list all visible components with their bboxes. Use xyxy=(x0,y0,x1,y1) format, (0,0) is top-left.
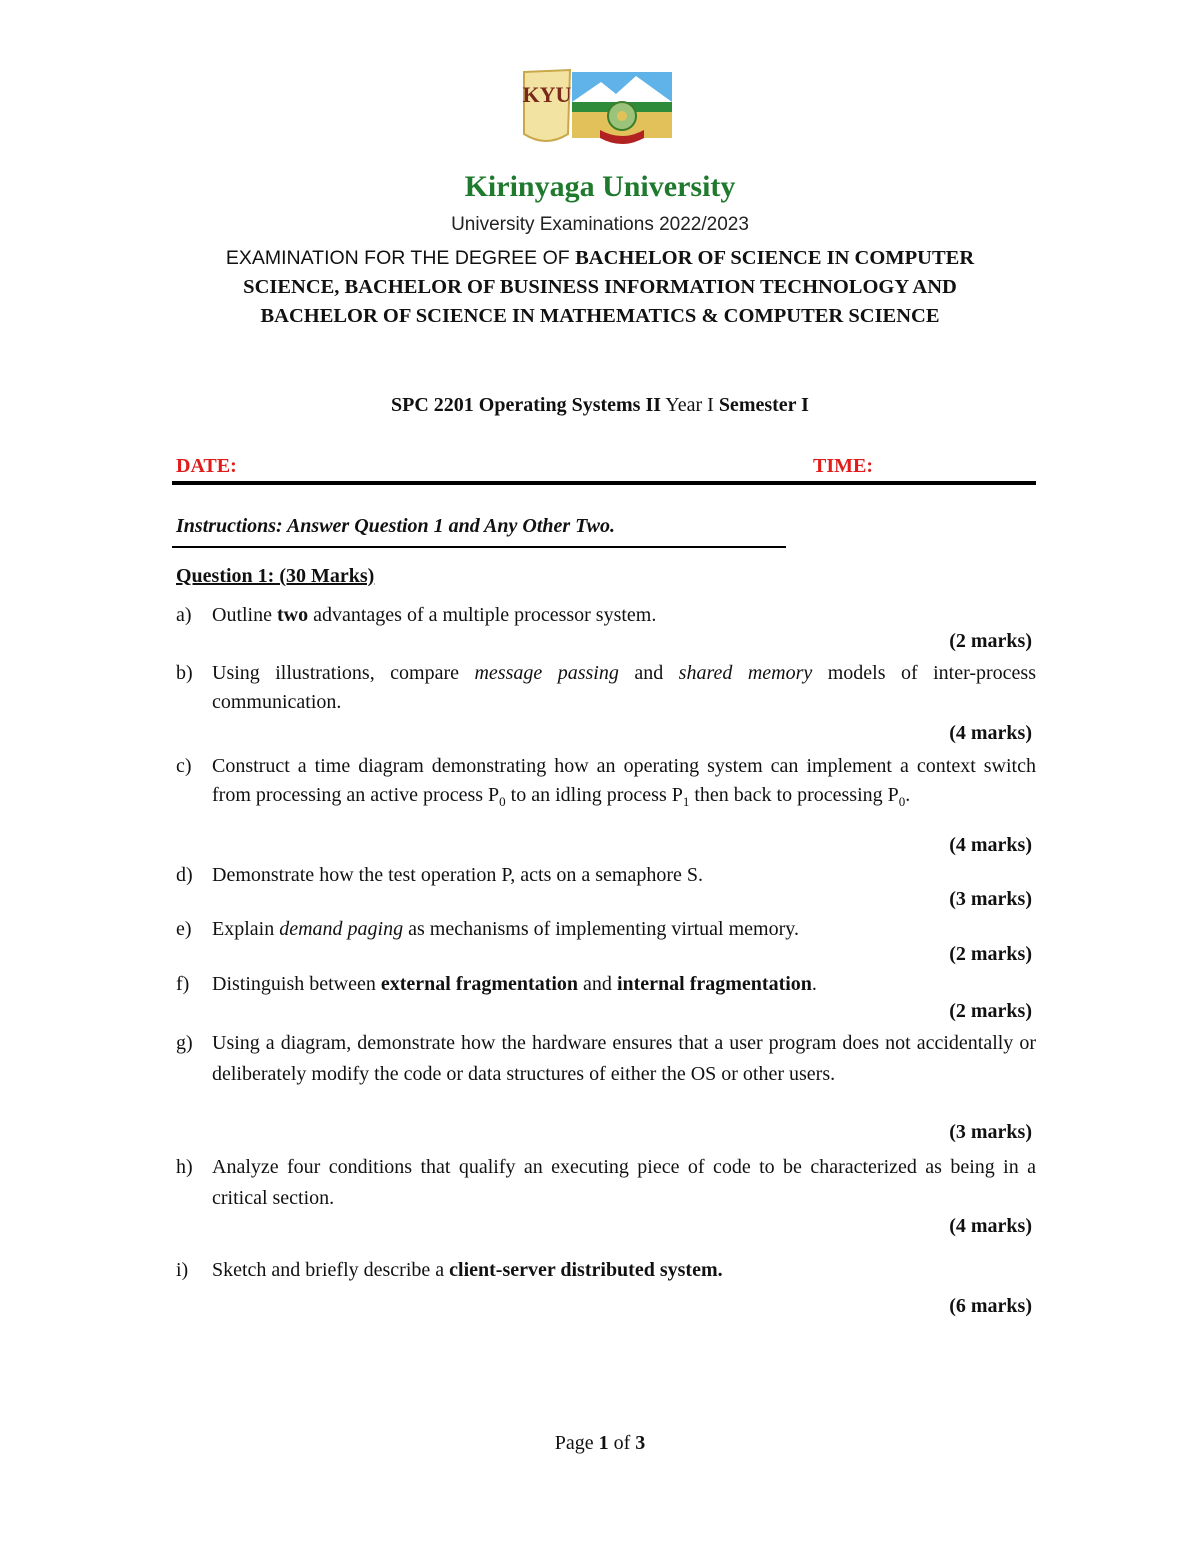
marks: (3 marks) xyxy=(949,888,1032,910)
marks: (2 marks) xyxy=(949,943,1032,965)
course-title xyxy=(0,394,1200,417)
question-label: e) xyxy=(176,918,192,940)
question-text: Distinguish between external fragmentation and internal fragmentation. xyxy=(212,973,817,995)
question-text: Sketch and briefly describe a client-server distributed system. xyxy=(212,1259,723,1281)
instructions: Instructions: Answer Question 1 and Any Other Two. xyxy=(176,515,615,537)
question-label: d) xyxy=(176,864,193,886)
question-label: h) xyxy=(176,1156,193,1178)
marks: (2 marks) xyxy=(949,630,1032,652)
degree-programmes: BACHELOR OF SCIENCE IN COMPUTER SCIENCE, BACHELOR OF BUSINESS INFORMATION TECHNOLOGY AND BACHELOR OF SCIENCE IN MATHEMATICS & COMPUTER SCIENCE xyxy=(243,247,975,327)
question-label: g) xyxy=(176,1032,193,1054)
question-text: Construct a time diagram demonstrating how an operating system can implement a context switch from processing an active process $P_0$ to an idling process $P_1$ then back to processing $P_0$. xyxy=(212,755,1036,809)
time-label: TIME: xyxy=(813,455,873,477)
instructions-underline xyxy=(172,546,786,548)
degree-prefix: EXAMINATION FOR THE DEGREE OF xyxy=(225,247,576,269)
question-label: f) xyxy=(176,973,190,995)
degree-title xyxy=(200,244,1000,331)
question-text: Outline two advantages of a multiple processor system. xyxy=(212,604,657,626)
marks: (2 marks) xyxy=(949,1000,1032,1022)
question-label: i) xyxy=(176,1259,189,1281)
marks: (4 marks) xyxy=(949,834,1032,856)
question-text: Using illustrations, compare message passing and shared memory models of inter-process communication. xyxy=(212,662,1036,713)
course-code-title: SPC 2201 Operating Systems II xyxy=(391,394,662,416)
marks: (3 marks) xyxy=(949,1121,1032,1143)
university-logo xyxy=(516,68,682,158)
question-label: b) xyxy=(176,662,193,684)
question-text: Explain demand paging as mechanisms of implementing virtual memory. xyxy=(212,918,799,940)
exam-session: University Examinations 2022/2023 xyxy=(451,214,749,235)
divider-line xyxy=(172,481,1036,485)
university-name: Kirinyaga University xyxy=(464,170,736,203)
course-year: Year I xyxy=(661,394,719,416)
marks: (6 marks) xyxy=(949,1295,1032,1317)
question-label: c) xyxy=(176,755,192,777)
question-label: a) xyxy=(176,604,192,626)
question-text: Demonstrate how the test operation P, acts on a semaphore S. xyxy=(212,864,703,886)
date-label: DATE: xyxy=(176,455,237,477)
course-semester: Semester I xyxy=(718,394,809,416)
question-text: Analyze four conditions that qualify an executing piece of code to be characterized as being in a critical section. xyxy=(212,1156,1036,1209)
question-text: Using a diagram, demonstrate how the hardware ensures that a user program does not accidentally or deliberately modify the code or data structures of either the OS or other users. xyxy=(212,1032,1036,1085)
marks: (4 marks) xyxy=(949,1215,1032,1237)
question-title: Question 1: (30 Marks) xyxy=(176,565,375,587)
marks: (4 marks) xyxy=(949,722,1032,744)
page-footer: Page 1 of 3 xyxy=(554,1432,646,1454)
logo-text: KYU xyxy=(522,82,572,107)
